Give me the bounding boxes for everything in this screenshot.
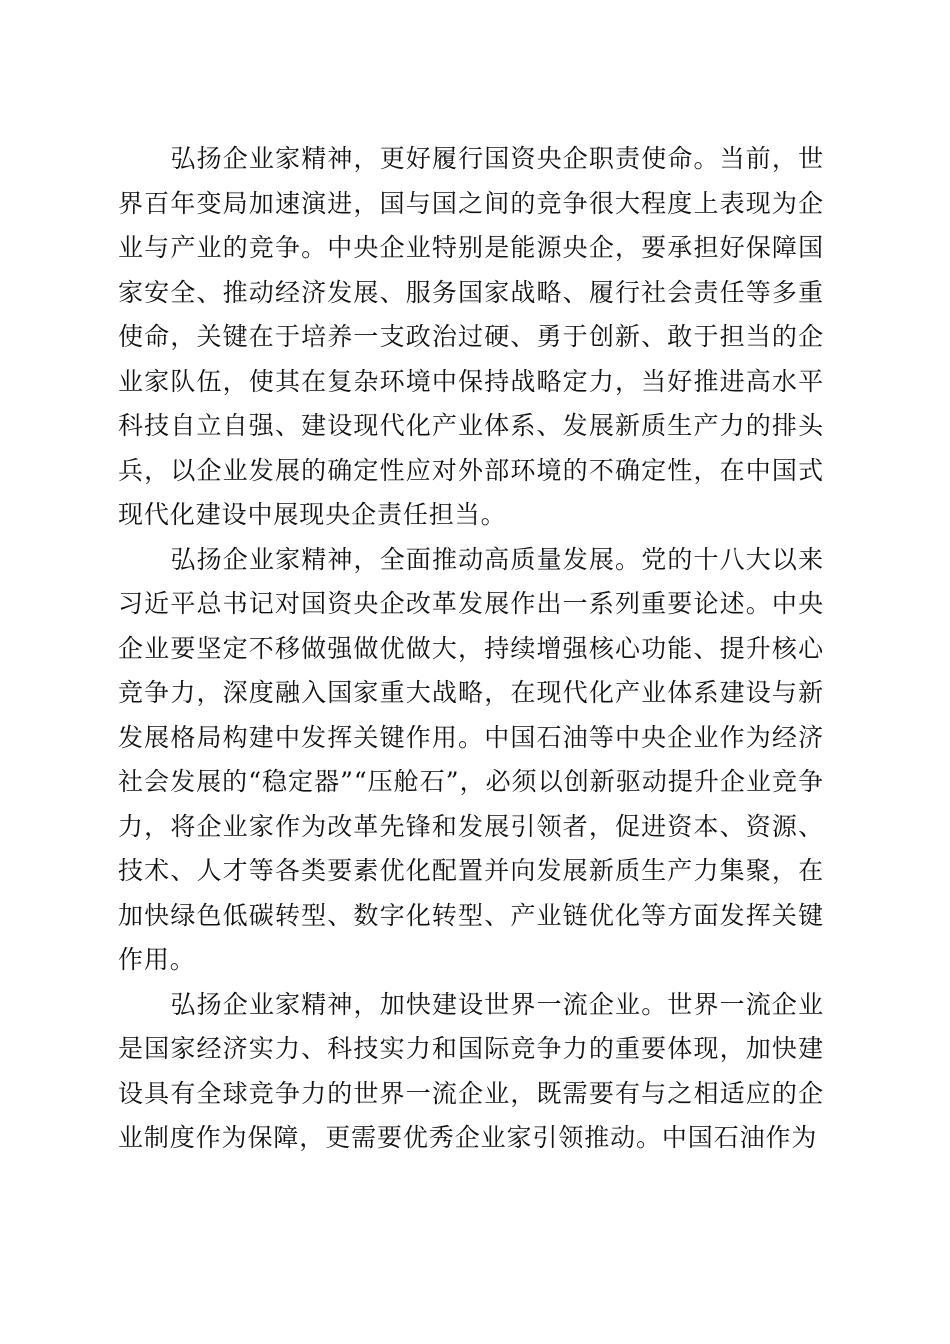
paragraph-2: 弘扬企业家精神，全面推动高质量发展。党的十八大以来习近平总书记对国资央企改革发展作出一系列重要论述。中央企业要坚定不移做强做优做大，持续增强核心功能、提升核心竞争力，深度融入国家重大战略，在现代化产业体系建设与新发展格局构建中发挥关键作用。中国石油等中央企业作为经济社会发展的“稳定器”“压舱石”，必须以创新驱动提升企业竞争力，将企业家作为改革先锋和发展引领者，促进资本、资源、技术、人才等各类要素优化配置并向发展新质生产力集聚，在加快绿色低碳转型、数字化转型、产业链优化等方面发挥关键作用。 (118, 544, 824, 974)
paragraph-1: 弘扬企业家精神，更好履行国资央企职责使命。当前，世界百年变局加速演进，国与国之间的竞争很大程度上表现为企业与产业的竞争。中央企业特别是能源央企，要承担好保障国家安全、推动经济发展、服务国家战略、履行社会责任等多重使命，关键在于培养一支政治过硬、勇于创新、敢于担当的企业家队伍，使其在复杂环境中保持战略定力，当好推进高水平科技自立自强、建设现代化产业体系、发展新质生产力的排头兵，以企业发展的确定性应对外部环境的不确定性，在中国式现代化建设中展现央企责任担当。 (118, 144, 824, 529)
document-body (118, 137, 824, 1161)
paragraph-3: 弘扬企业家精神，加快建设世界一流企业。世界一流企业是国家经济实力、科技实力和国际竞争力的重要体现，加快建设具有全球竞争力的世界一流企业，既需要有与之相适应的企业制度作为保障，更需要优秀企业家引领推动。中国石油作为 (118, 989, 824, 1152)
